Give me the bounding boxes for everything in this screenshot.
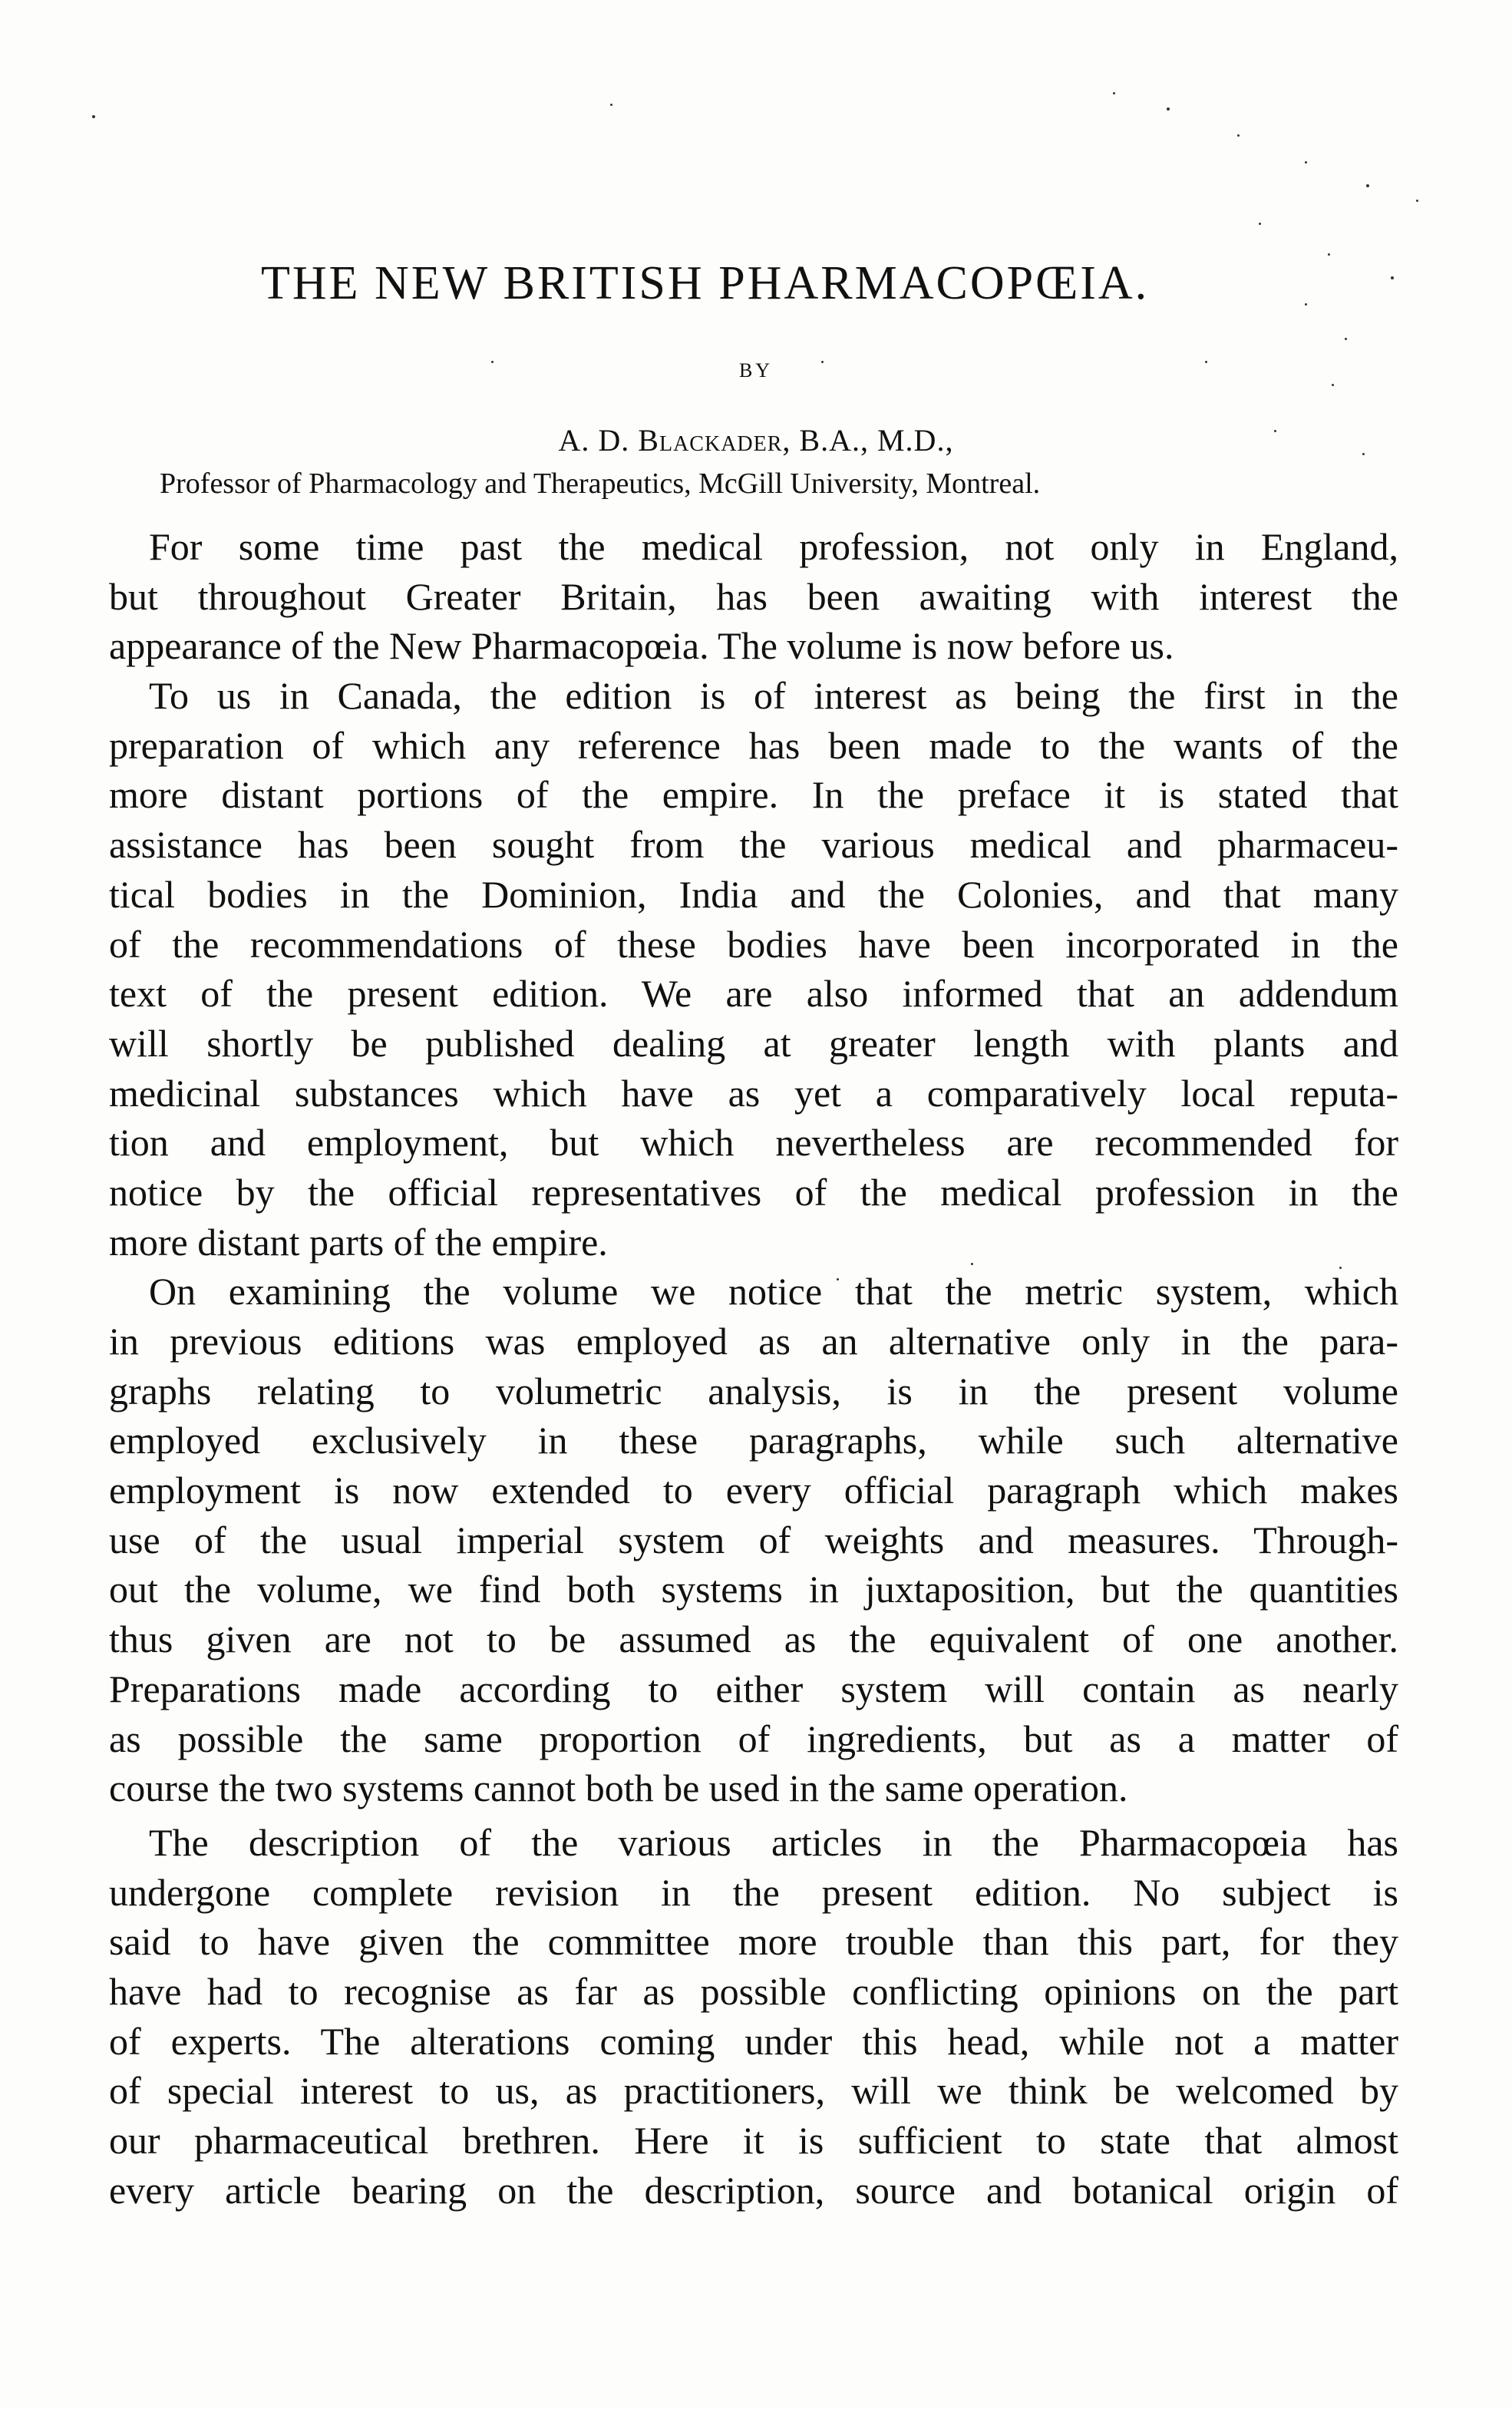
text-line: as possible the same proportion of ingredients, but as a matter of [109, 1717, 1398, 1760]
text-line: every article bearing on the description, source and botanical origin of [109, 2168, 1398, 2212]
text-line: To us in Canada, the edition is of interest as being the first in the [149, 674, 1398, 718]
text-line: employed exclusively in these paragraphs, while such alternative [109, 1419, 1398, 1462]
text-line: assistance has been sought from the various medical and pharmaceu- [109, 823, 1398, 867]
article-body [109, 522, 1398, 2215]
text-line: in previous editions was employed as an alternative only in the para- [109, 1320, 1398, 1363]
paragraph-3 [109, 1267, 1398, 1813]
author-name: A. D. Blackader, B.A., M.D., [558, 423, 954, 458]
article-title: THE NEW BRITISH PHARMACOPŒIA. [261, 257, 1150, 309]
text-line: text of the present edition. We are also informed that an addendum [109, 972, 1398, 1016]
text-line: course the two systems cannot both be used in the same operation. [109, 1766, 1128, 1810]
paragraph-1 [109, 522, 1398, 671]
text-line: out the volume, we find both systems in juxtaposition, but the quantities [109, 1568, 1398, 1611]
text-line: employment is now extended to every official paragraph which makes [109, 1469, 1398, 1512]
text-line: The description of the various articles in the Pharmacopœia has [149, 1820, 1398, 1864]
text-line: preparation of which any reference has been made to the wants of the [109, 723, 1398, 767]
text-line: said to have given the committee more trouble than this part, for they [109, 1920, 1398, 1964]
text-line: tical bodies in the Dominion, India and the Colonies, and that many [109, 872, 1398, 916]
text-line: medicinal substances which have as yet a comparatively local reputa- [109, 1071, 1398, 1115]
text-line: our pharmaceutical brethren. Here it is sufficient to state that almost [109, 2119, 1398, 2162]
paragraph-4 [109, 1818, 1398, 2216]
text-line: For some time past the medical profession, not only in England, [149, 525, 1398, 568]
text-line: will shortly be published dealing at greater length with plants and [109, 1021, 1398, 1065]
text-line: graphs relating to volumetric analysis, is in the present volume [109, 1369, 1398, 1413]
text-line: but throughout Greater Britain, has been awaiting with interest the [109, 574, 1398, 618]
paragraph-2 [109, 671, 1398, 1267]
text-line: appearance of the New Pharmacopœia. The volume is now before us. [109, 624, 1174, 668]
text-line: of the recommendations of these bodies have been incorporated in the [109, 922, 1398, 966]
text-line: of experts. The alterations coming under this head, while not a matter [109, 2019, 1398, 2063]
text-line: tion and employment, but which nevertheless are recommended for [109, 1121, 1398, 1165]
text-line: undergone complete revision in the present edition. No subject is [109, 1870, 1398, 1914]
text-line: thus given are not to be assumed as the equivalent of one another. [109, 1618, 1398, 1661]
text-line: notice by the official representatives of the medical profession in the [109, 1170, 1398, 1214]
text-line: have had to recognise as far as possible conflicting opinions on the part [109, 1969, 1398, 2013]
text-line: more distant portions of the empire. In the preface it is stated that [109, 773, 1398, 817]
text-line: Preparations made according to either system will contain as nearly [109, 1667, 1398, 1710]
byline-label: BY [738, 359, 774, 382]
text-line: use of the usual imperial system of weights and measures. Through- [109, 1518, 1398, 1561]
text-line: On examining the volume we notice that the metric system, which [149, 1270, 1398, 1314]
author-affiliation: Professor of Pharmacology and Therapeutics, McGill University, Montreal. [160, 468, 1041, 500]
text-line: of special interest to us, as practitioners, will we think be welcomed by [109, 2069, 1398, 2113]
text-line: more distant parts of the empire. [109, 1220, 608, 1264]
